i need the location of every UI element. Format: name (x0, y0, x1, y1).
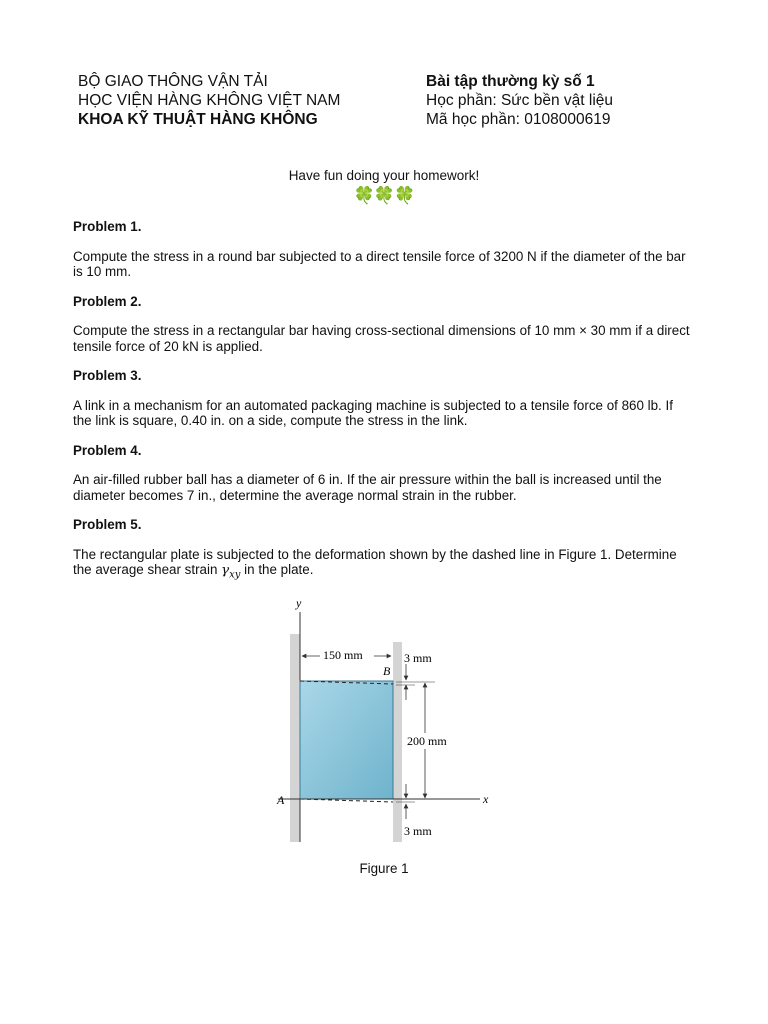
academy-name: HỌC VIỆN HÀNG KHÔNG VIỆT NAM (78, 92, 341, 109)
motto-text: Have fun doing your homework! (288, 168, 480, 183)
y-axis-label: y (296, 596, 302, 610)
left-wall (290, 634, 300, 842)
gamma-subscript: xy (229, 569, 241, 581)
width-label: 150 mm (323, 648, 363, 662)
clover-icons: 🍀🍀🍀 (353, 186, 415, 205)
x-axis-label: x (483, 792, 489, 806)
problem-2-title: Problem 2. (73, 293, 142, 309)
header-assignment (426, 72, 613, 129)
top-shift-label: 3 mm (404, 651, 432, 665)
plate (300, 681, 393, 799)
deformation-diagram (270, 594, 500, 844)
problem-4-title: Problem 4. (73, 442, 142, 458)
point-a-label: A (277, 793, 285, 807)
problem-4-text: An air-filled rubber ball has a diameter of 6 in. If the air pressure within the ball is increased until the diameter becomes 7 in., determine the average normal strain in the rubber. (73, 472, 662, 503)
problem-5-text (73, 547, 695, 584)
problem-5-text-before: The rectangular plate is subjected to the deformation shown by the dashed line in Figure 1. Determine the average shear strain (73, 546, 677, 577)
problem-5-title: Problem 5. (73, 517, 142, 532)
gamma-letter: γ (221, 563, 230, 578)
problem-1-title: Problem 1. (73, 219, 142, 234)
height-label: 200 mm (407, 734, 447, 748)
figure-1 (270, 594, 500, 844)
point-b-label: B (383, 664, 391, 678)
header-institution (78, 72, 340, 129)
figure-caption: Figure 1 (359, 861, 409, 876)
assignment-title: Bài tập thường kỳ số 1 (426, 73, 595, 90)
problem-1-text: Compute the stress in a round bar subjected to a direct tensile force of 3200 N if the diameter of the bar is 10 mm. (73, 248, 686, 279)
problem-2-text: Compute the stress in a rectangular bar having cross-sectional dimensions of 10 mm × 30 mm if a direct tensile force of 20 kN is applied. (73, 323, 690, 354)
course-code: Mã học phần: 0108000619 (426, 111, 611, 128)
course-name: Học phần: Sức bền vật liệu (426, 92, 614, 109)
ministry-name: BỘ GIAO THÔNG VẬN TẢI (78, 73, 268, 90)
problem-3-title: Problem 3. (73, 368, 142, 383)
problem-3-text: A link in a mechanism for an automated packaging machine is subjected to a tensile force of 860 lb. If the link is square, 0.40 in. on a side, compute the stress in the link. (73, 397, 673, 428)
shear-strain-symbol (221, 563, 241, 581)
right-wall (393, 642, 402, 842)
problems-list (73, 219, 695, 597)
problem-5-text-after: in the plate. (240, 562, 314, 577)
faculty-name: KHOA KỸ THUẬT HÀNG KHÔNG (78, 111, 318, 128)
bottom-shift-label: 3 mm (404, 824, 432, 838)
